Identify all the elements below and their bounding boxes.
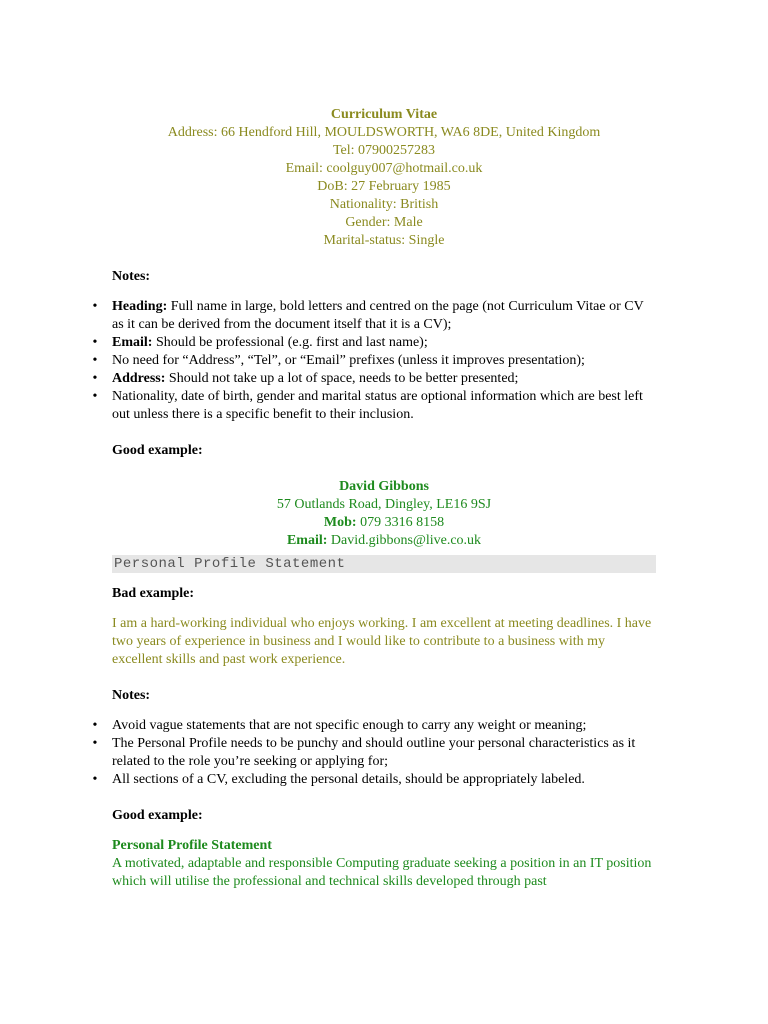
list-item [92, 298, 656, 334]
note-bold: Heading: [112, 299, 168, 314]
cv-dob: DoB: 27 February 1985 [317, 179, 451, 194]
note-text: Avoid vague statements that are not specific enough to carry any weight or meaning; [112, 718, 587, 733]
example-address: 57 Outlands Road, Dingley, LE16 9SJ [276, 497, 492, 512]
note-text: All sections of a CV, excluding the personal details, should be appropriately labeled. [112, 772, 585, 787]
bullet-icon: • [92, 335, 98, 350]
list-item [92, 735, 656, 771]
notes-label: Notes: [112, 269, 151, 284]
list-item [92, 334, 656, 352]
list-item [92, 352, 656, 370]
example-email [112, 532, 656, 550]
cv-tel: Tel: 07900257283 [332, 143, 436, 158]
section-heading: Personal Profile Statement [112, 555, 656, 573]
note-text: No need for “Address”, “Tel”, or “Email” prefixes (unless it improves presentation); [112, 353, 585, 368]
good-example-label: Good example: [112, 443, 203, 458]
bullet-icon: • [92, 736, 98, 751]
notes-list-2 [92, 717, 656, 789]
note-bold: Email: [112, 335, 153, 350]
bad-example-label: Bad example: [112, 586, 195, 601]
bullet-icon: • [92, 772, 98, 787]
list-item [92, 771, 656, 789]
bullet-icon: • [92, 353, 98, 368]
bullet-icon: • [92, 371, 98, 386]
bad-example-text: I am a hard-working individual who enjoys working. I am excellent at meeting deadlines. I have two years of experience in business and I would like to contribute to a business with my excellent skills and past work experience. [112, 616, 652, 667]
bullet-icon: • [92, 718, 98, 733]
note-text: Should not take up a lot of space, needs to be better presented; [165, 371, 519, 386]
document-page [92, 106, 656, 891]
cv-header [112, 106, 656, 250]
list-item [92, 388, 656, 424]
good-example-label-2: Good example: [112, 808, 203, 823]
note-text: Nationality, date of birth, gender and marital status are optional information which are best left out unless there is a specific benefit to their inclusion. [112, 389, 643, 422]
profile-text: A motivated, adaptable and responsible Computing graduate seeking a position in an IT position which will utilise the professional and technical skills developed through past [112, 856, 652, 889]
good-example-header [112, 478, 656, 550]
email-value: David.gibbons@live.co.uk [327, 533, 482, 548]
mob-value: 079 3316 8158 [356, 515, 445, 530]
cv-marital: Marital-status: Single [323, 233, 445, 248]
profile-heading: Personal Profile Statement [112, 838, 272, 853]
note-text: The Personal Profile needs to be punchy and should outline your personal characteristics as it related to the role you’re seeking or applying for; [112, 736, 636, 769]
cv-address: Address: 66 Hendford Hill, MOULDSWORTH, WA6 8DE, United Kingdom [167, 125, 601, 140]
notes-list [92, 298, 656, 424]
bullet-icon: • [92, 389, 98, 404]
note-bold: Address: [112, 371, 166, 386]
bullet-icon: • [92, 299, 98, 314]
mob-label: Mob: [323, 515, 357, 530]
cv-email: Email: coolguy007@hotmail.co.uk [285, 161, 483, 176]
email-label: Email: [286, 533, 328, 548]
example-mob [112, 514, 656, 532]
cv-title: Curriculum Vitae [330, 107, 438, 122]
notes-label-2: Notes: [112, 688, 151, 703]
note-text: Should be professional (e.g. first and last name); [152, 335, 428, 350]
list-item [92, 370, 656, 388]
cv-gender: Gender: Male [345, 215, 423, 230]
example-name: David Gibbons [339, 479, 429, 494]
list-item [92, 717, 656, 735]
cv-nationality: Nationality: British [329, 197, 439, 212]
note-text: Full name in large, bold letters and centred on the page (not Curriculum Vitae or CV as it can be derived from the document itself that it is a CV); [112, 299, 644, 332]
